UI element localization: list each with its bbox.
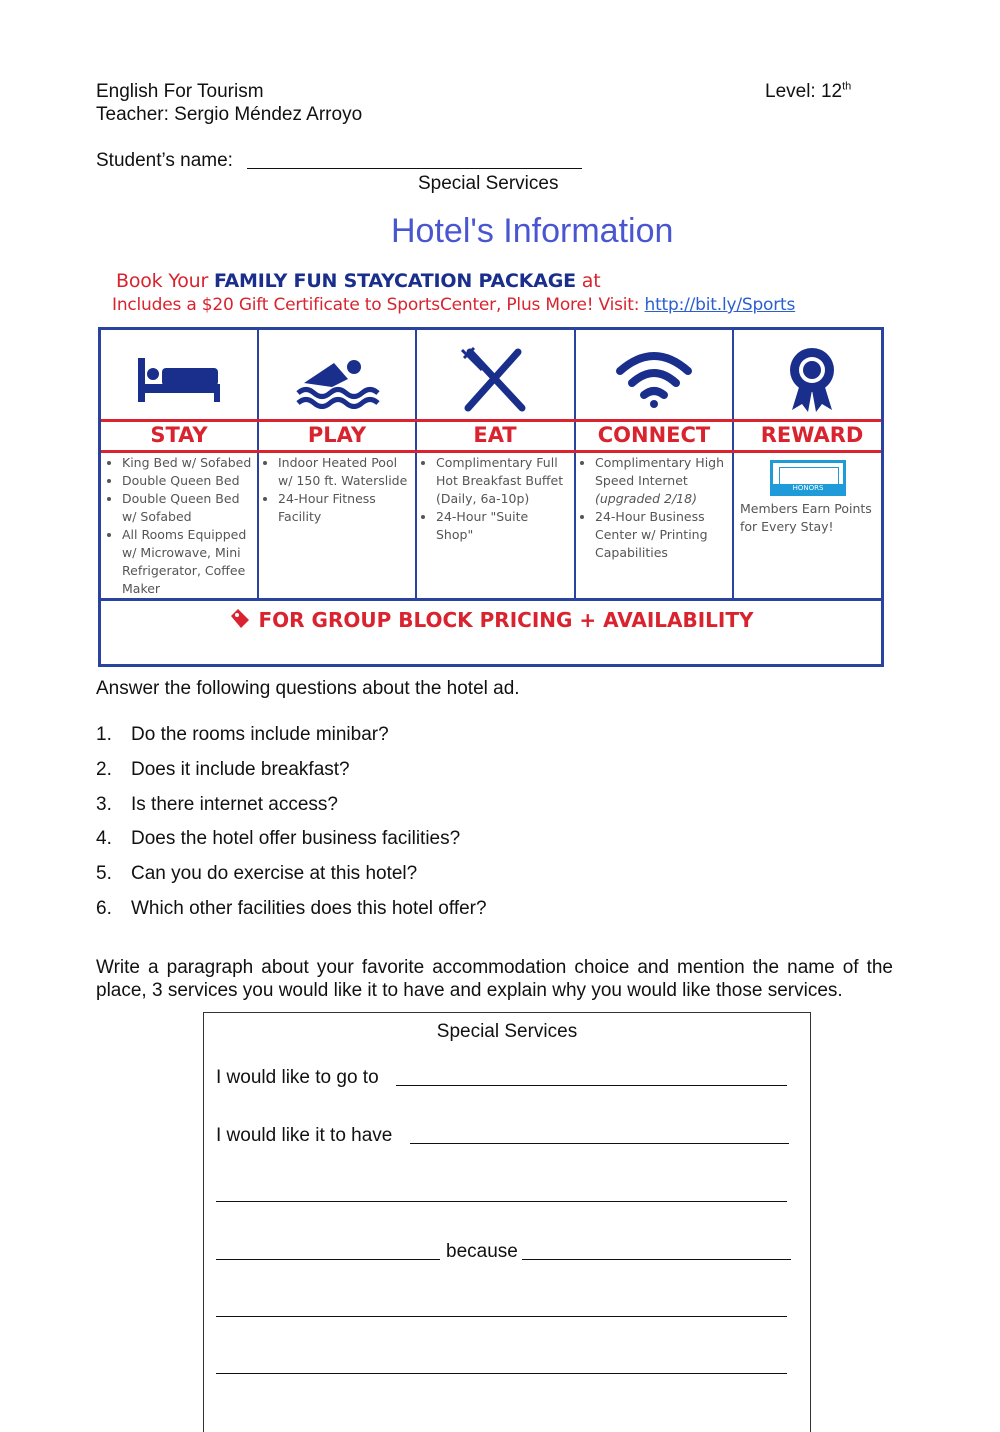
- question-text: Which other facilities does this hotel offer?: [131, 898, 487, 919]
- question-number: 4.: [96, 828, 112, 849]
- answer-line[interactable]: [216, 1316, 787, 1317]
- form-label-because: because: [446, 1241, 518, 1262]
- student-name-line[interactable]: [247, 168, 582, 169]
- list-note: (upgraded 2/18): [595, 491, 697, 506]
- promo-link[interactable]: http://bit.ly/Sports: [644, 295, 796, 315]
- play-list: [262, 454, 408, 526]
- category-play: PLAY: [307, 423, 367, 447]
- level-label: Level: 12: [765, 81, 843, 102]
- list-item: • Complimentary Full Hot Breakfast Buffet (Daily, 6a-10p): [436, 454, 566, 508]
- category-eat: EAT: [473, 423, 517, 447]
- promo-suffix: at: [575, 270, 601, 292]
- level: [765, 80, 851, 103]
- instructions: Answer the following questions about the hotel ad.: [96, 678, 520, 699]
- group-pricing-text: FOR GROUP BLOCK PRICING + AVAILABILITY: [258, 608, 754, 632]
- category-connect: CONNECT: [597, 423, 711, 447]
- answer-line[interactable]: [216, 1201, 787, 1202]
- list-item: • Complimentary High Speed Internet: [595, 454, 725, 490]
- question-number: 3.: [96, 794, 112, 815]
- list-item: • Double Queen Bed w/ Sofabed: [122, 490, 252, 526]
- ribbon-icon: [734, 340, 890, 418]
- list-item: • All Rooms Equipped w/ Microwave, Mini Refrigerator, Coffee Maker: [122, 526, 252, 598]
- connect-list: [579, 454, 725, 562]
- writing-instructions: Write a paragraph about your favorite accommodation choice and mention the name of the place, 3 services you would like it to have and explain why you would like those services.: [96, 957, 893, 1001]
- swimmer-icon: [259, 340, 415, 418]
- question-text: Does it include breakfast?: [131, 759, 350, 780]
- stay-list: [106, 454, 252, 598]
- course-name: English For Tourism: [96, 81, 264, 102]
- list-item: • 24-Hour "Suite Shop": [436, 508, 566, 544]
- question-text: Does the hotel offer business facilities?: [131, 828, 461, 849]
- honors-badge: [770, 460, 846, 496]
- answer-line[interactable]: [216, 1259, 440, 1260]
- question-text: Is there internet access?: [131, 794, 338, 815]
- category-stay: STAY: [150, 423, 208, 447]
- writing-box: [203, 1012, 811, 1432]
- promo-line-2: [112, 295, 795, 315]
- divider: [101, 598, 881, 601]
- question: [96, 793, 796, 816]
- answer-line[interactable]: [522, 1259, 791, 1260]
- question-number: 1.: [96, 724, 112, 745]
- answer-line[interactable]: [396, 1085, 787, 1086]
- question-number: 6.: [96, 898, 112, 919]
- hotel-ad: [98, 327, 884, 667]
- promo-line-1: [116, 270, 600, 292]
- form-label-go: I would like to go to: [216, 1067, 379, 1088]
- question-text: Do the rooms include minibar?: [131, 724, 389, 745]
- fork-knife-icon: [417, 340, 573, 418]
- eat-list: [420, 454, 566, 544]
- form-title: Special Services: [436, 1021, 578, 1042]
- teacher-name: Teacher: Sergio Méndez Arroyo: [96, 104, 363, 125]
- question: [96, 723, 796, 746]
- question-text: Can you do exercise at this hotel?: [131, 863, 418, 884]
- question: [96, 862, 796, 885]
- page-title: Hotel's Information: [391, 212, 674, 250]
- list-item: • Indoor Heated Pool w/ 150 ft. Waterslide: [278, 454, 408, 490]
- promo-text: Includes a $20 Gift Certificate to SportsCenter, Plus More! Visit:: [112, 295, 645, 315]
- divider: [101, 419, 881, 422]
- answer-line[interactable]: [410, 1143, 789, 1144]
- question-number: 5.: [96, 863, 112, 884]
- list-item: • King Bed w/ Sofabed: [122, 454, 252, 472]
- promo-prefix: Book Your: [116, 270, 214, 292]
- question: [96, 897, 796, 920]
- reward-text: Members Earn Points for Every Stay!: [740, 501, 872, 534]
- list-item: • 24-Hour Business Center w/ Printing Capabilities: [595, 508, 725, 562]
- subtitle: Special Services: [418, 173, 559, 194]
- student-name-label: Student’s name:: [96, 150, 233, 171]
- question: [96, 758, 796, 781]
- group-pricing: [101, 608, 881, 632]
- category-reward: REWARD: [760, 423, 864, 447]
- list-item: • Double Queen Bed: [122, 472, 252, 490]
- answer-line[interactable]: [216, 1373, 787, 1374]
- question: [96, 827, 796, 850]
- promo-package: FAMILY FUN STAYCATION PACKAGE: [213, 270, 576, 292]
- level-sup: th: [842, 80, 852, 93]
- form-label-have: I would like it to have: [216, 1125, 393, 1146]
- tag-icon: [229, 608, 251, 630]
- bed-icon: [101, 340, 257, 418]
- honors-badge-text: HONORS: [773, 484, 843, 493]
- list-item: • 24-Hour Fitness Facility: [278, 490, 408, 526]
- question-number: 2.: [96, 759, 112, 780]
- wifi-icon: [576, 340, 732, 418]
- divider: [101, 450, 881, 453]
